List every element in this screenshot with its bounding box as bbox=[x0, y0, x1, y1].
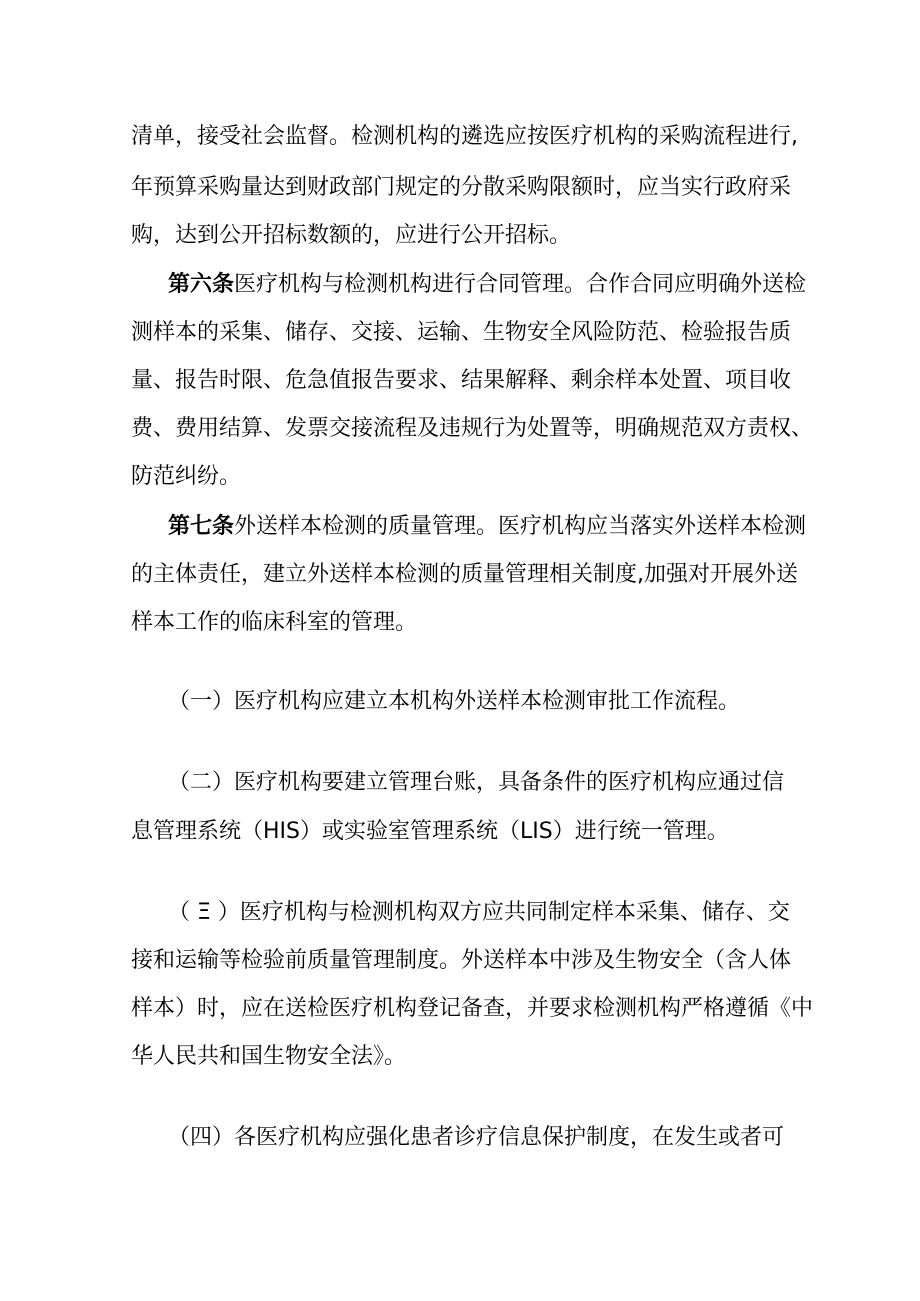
list-item-3-line: 华人民共和国生物安全法》。 bbox=[131, 1044, 407, 1069]
paragraph-text-line: 防范纠纷。 bbox=[131, 464, 242, 489]
article-6-first-line bbox=[168, 270, 806, 300]
list-item-4-line: （四）各医疗机构应强化患者诊疗信息保护制度，在发生或者可 bbox=[168, 1125, 785, 1150]
list-item-2-line: 息管理系统（HIS）或实验室管理系统（LIS）进行统一管理。 bbox=[131, 819, 729, 844]
list-item-2-line: （二）医疗机构要建立管理台账，具备条件的医疗机构应通过信 bbox=[168, 770, 785, 795]
list-item-1: （一）医疗机构应建立本机构外送样本检测审批工作流程。 bbox=[168, 689, 741, 714]
list-item-3-line: （ Ξ ）医疗机构与检测机构双方应共同制定样本采集、储存、交 bbox=[168, 900, 790, 925]
list-item-3-line: 样本）时，应在送检医疗机构登记备查，并要求检测机构严格遵循《中 bbox=[131, 996, 814, 1021]
article-7-label: 第七条 bbox=[168, 514, 235, 539]
paragraph-text-line: 清单，接受社会监督。检测机构的遴选应按医疗机构的采购流程进行, bbox=[131, 124, 798, 149]
paragraph-text-line: 年预算采购量达到财政部门规定的分散采购限额时，应当实行政府采 bbox=[131, 175, 792, 200]
paragraph-text-line: 的主体责任，建立外送样本检测的质量管理相关制度,加强对开展外送 bbox=[131, 562, 798, 587]
article-7-first-line bbox=[168, 512, 806, 542]
list-item-3-line: 接和运输等检验前质量管理制度。外送样本中涉及生物安全（含人体 bbox=[131, 948, 792, 973]
article-6-label: 第六条 bbox=[168, 272, 235, 297]
article-7-text: 外送样本检测的质量管理。医疗机构应当落实外送样本检测 bbox=[234, 514, 807, 539]
article-6-text: 医疗机构与检测机构进行合同管理。合作合同应明确外送检 bbox=[234, 272, 807, 297]
paragraph-text-line: 样本工作的临床科室的管理。 bbox=[131, 610, 418, 635]
paragraph-text-line: 测样本的采集、储存、交接、运输、生物安全风险防范、检验报告质 bbox=[131, 320, 792, 345]
paragraph-text-line: 量、报告时限、危急值报告要求、结果解释、剩余样本处置、项目收 bbox=[131, 368, 792, 393]
paragraph-text-line: 费、费用结算、发票交接流程及违规行为处置等，明确规范双方责权、 bbox=[131, 416, 814, 441]
paragraph-text-line: 购，达到公开招标数额的，应进行公开招标。 bbox=[131, 223, 572, 248]
